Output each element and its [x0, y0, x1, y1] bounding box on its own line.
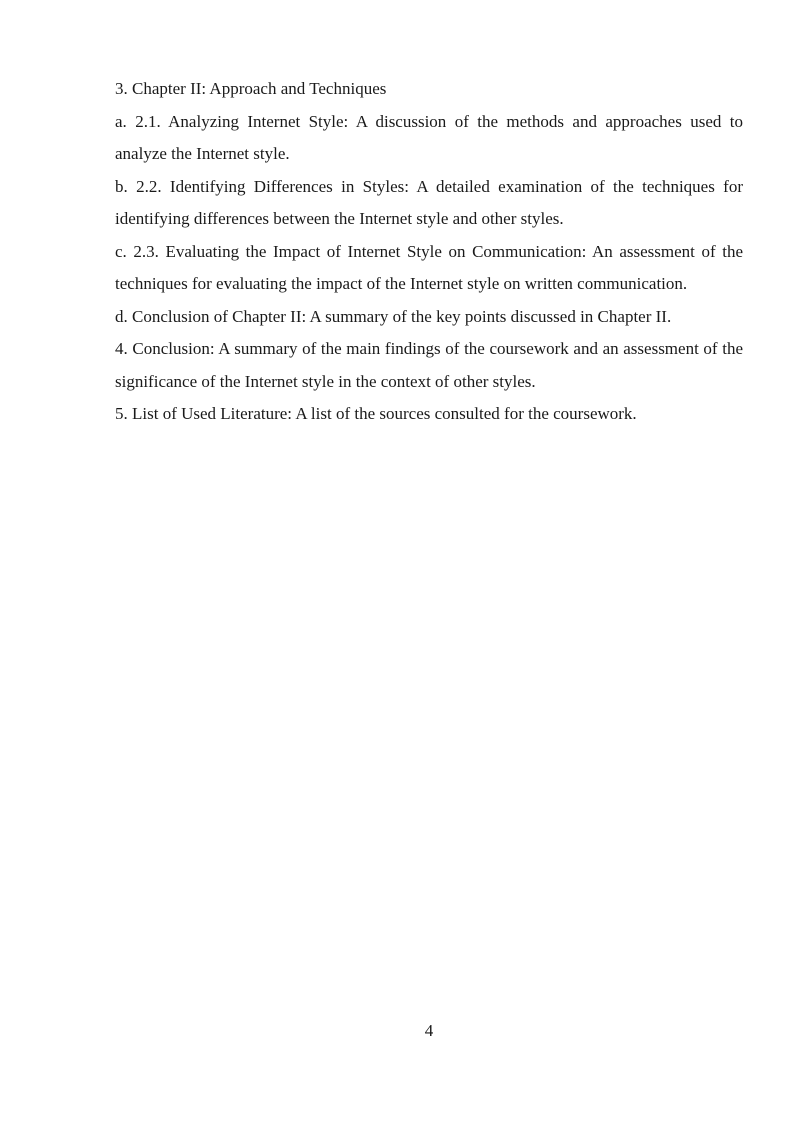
outline-item-conclusion: 4. Conclusion: A summary of the main findings of the coursework and an assessment of the significance of the Internet style in the context of other styles.: [115, 339, 743, 391]
outline-item-chapter-conclusion: d. Conclusion of Chapter II: A summary of the key points discussed in Chapter II.: [115, 306, 672, 326]
page-body: [115, 73, 743, 431]
outline-item-literature: 5. List of Used Literature: A list of the sources consulted for the coursework.: [115, 404, 637, 423]
chapter-heading-item: 3. Chapter II: Approach and Techniques: [115, 79, 387, 98]
outline-item-2-3: c. 2.3. Evaluating the Impact of Internet Style on Communication: An assessment of the techniques for evaluating the impact of the Internet style on written communication.: [115, 241, 743, 293]
page-number: 4: [424, 1021, 434, 1040]
outline-item-2-2: b. 2.2. Identifying Differences in Styles: A detailed examination of the techniques for identifying differences between the Internet style and other styles.: [115, 176, 743, 228]
outline-item-2-1: a. 2.1. Analyzing Internet Style: A discussion of the methods and approaches used to analyze the Internet style.: [115, 111, 743, 163]
